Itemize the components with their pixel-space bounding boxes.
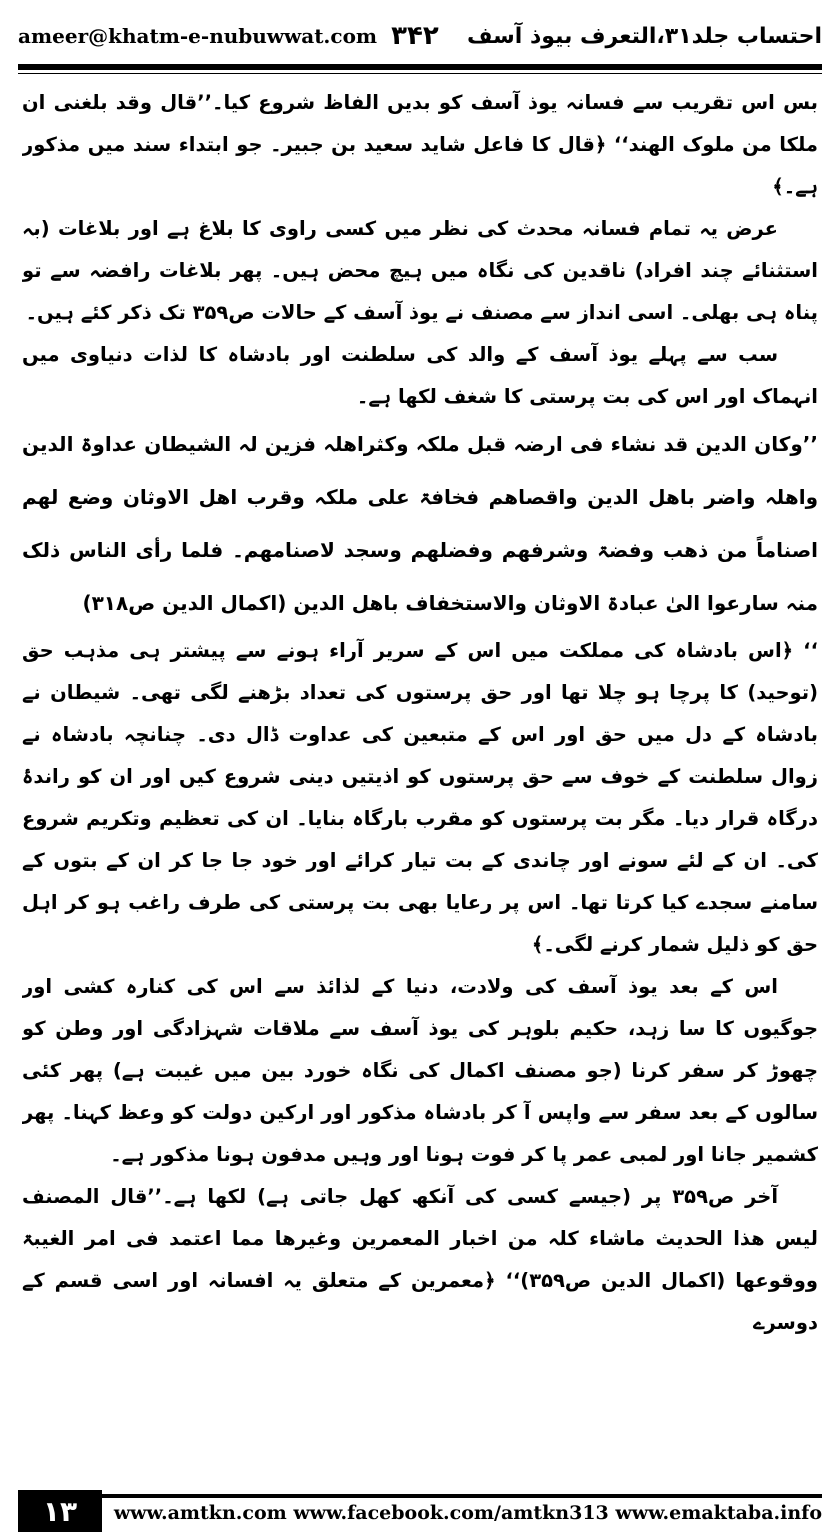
header-rule-thick (18, 64, 822, 70)
footer-links: www.amtkn.com www.facebook.com/amtkn313 www.emaktaba.info (113, 1502, 822, 1524)
page-header (18, 14, 822, 58)
paragraph-2: عرض یہ تمام فسانہ محدث کی نظر میں کسی راوی کا بلاغ ہے اور بلاغات (بہ استثنائے چند افراد) ناقدین کی نگاہ میں ہیچ محض ہیں۔ پھر بلاغات رافضہ سے تو پناہ ہی بھلی۔ اسی انداز سے مصنف نے یوذ آسف کے حالات ص۳۵۹ تک ذکر کئے ہیں۔ (22, 217, 818, 324)
arabic-quote: ’’وکان الدین قد نشاء فی ارضہ قبل ملکہ وکثراھلہ فزین لہ الشیطان عداوۃ الدین واھلہ واضر باھل الدین واقصاھم فخافۃ علی ملکہ وقرب اھل الاوثان وضع لھم اصناماً من ذھب وفضۃ وشرفھم وفضلھم وسجد لاصنامھم۔ فلما رأی الناس ذلک منہ سارعوا الیٰ عبادۃ الاوثان والاستخفاف باھل الدین (اکمال الدین ص۳۱۸) (22, 432, 818, 615)
paragraph-3: سب سے پہلے یوذ آسف کے والد کی سلطنت اور بادشاہ کا لذات دنیاوی میں انہماک اور اس کی بت پرستی کا شغف لکھا ہے۔ (22, 343, 818, 408)
footer-page-number: ۱۳ (18, 1490, 102, 1532)
header-left (18, 21, 439, 51)
paragraph-6: اس کے بعد یوذ آسف کی ولادت، دنیا کے لذائذ سے اس کی کنارہ کشی اور جوگیوں کا سا زہد، حکیم بلوہر کی یوذ آسف سے ملاقات شہزادگی اور وطن کو چھوڑ کر سفر کرنا (جو مصنف اکمال کی نگاہ خورد بین میں غیبت ہے) پھر کئی سالوں کے بعد سفر سے واپس آ کر بادشاہ مذکور اور ارکین دولت کو وعظ کہنا۔ پھر کشمیر جانا اور لمبی عمر پا کر فوت ہونا اور وہیں مدفون ہونا مذکور ہے۔ (22, 975, 818, 1166)
body-text (22, 82, 818, 1482)
paragraph-5: ‘‘ ﴿اس بادشاہ کی مملکت میں اس کے سریر آراء ہونے سے پیشتر ہی مذہب حق (توحید) کا پرچا ہو چلا تھا اور حق پرستوں کی تعداد بڑھنے لگی تھی۔ شیطان نے بادشاہ کے دل میں حق اور اس کے متبعین کی عداوت ڈال دی۔ چنانچہ بادشاہ نے زوال سلطنت کے خوف سے حق پرستوں کو اذیتیں دینی شروع کیں اور ان کو راندۂ درگاہ قرار دیا۔ مگر بت پرستوں کو مقرب بارگاہ بنایا۔ ان کی تعظیم وتکریم شروع کی۔ ان کے لئے سونے اور چاندی کے بت تیار کرائے اور خود جا جا کر ان کے بتوں کے سامنے سجدے کیا کرتا تھا۔ اس پر رعایا بھی بت پرستی کی طرف راغب ہو کر اہل حق کو ذلیل شمار کرنے لگی۔﴾ (22, 639, 818, 956)
paragraph-1: بس اس تقریب سے فسانہ یوذ آسف کو بدیں الفاظ شروع کیا۔’’قال وقد بلغنی ان ملکا من ملوک الھند‘‘ ﴿قال کا فاعل شاید سعید بن جبیر۔ جو ابتداء سند میں مذکور ہے۔﴾ (22, 91, 818, 198)
footer-rule (18, 1494, 822, 1498)
header-title: احتساب جلد۳۱،التعرف بیوذ آسف (466, 23, 822, 49)
paragraph-7: آخر ص۳۵۹ پر (جیسے کسی کی آنکھ کھل جاتی ہے) لکھا ہے۔’’قال المصنف لیس ھذا الحدیث ماشاء کلہ من اخبار المعمرین وغیرھا مما اعتمد فی امر الغیبۃ ووقوعھا (اکمال الدین ص۳۵۹)‘‘ ﴿معمرین کے متعلق یہ افسانہ اور اسی قسم کے دوسرے (22, 1185, 818, 1334)
header-page-number: ۳۴۲ (391, 21, 439, 51)
header-email: ameer@khatm-e-nubuwwat.com (18, 24, 378, 48)
header-rule-thin (18, 73, 822, 74)
